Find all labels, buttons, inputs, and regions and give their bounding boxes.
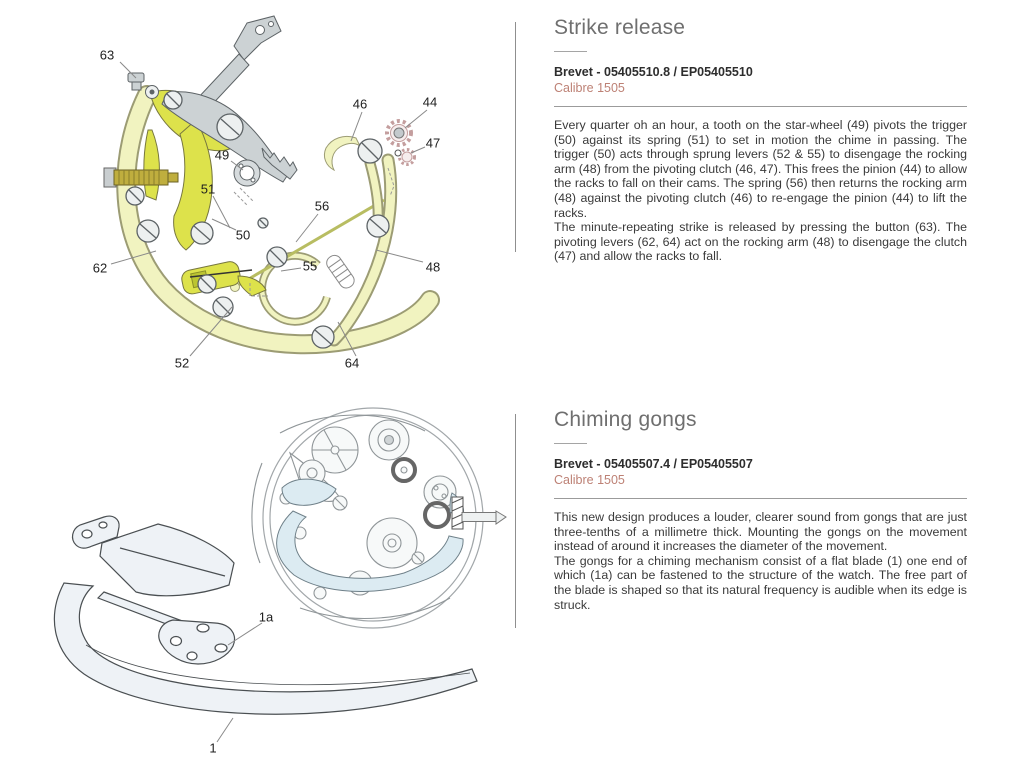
title-underline <box>554 51 587 52</box>
part-label-64: 64 <box>344 355 360 371</box>
movement-shaft <box>452 497 506 529</box>
strike-mechanism-drawing <box>0 0 540 400</box>
part-label-48: 48 <box>425 259 441 275</box>
patent-number: Brevet - 05405510.8 / EP05405510 <box>554 65 753 79</box>
gong-drawing <box>0 393 540 768</box>
body-paragraph: Every quarter oh an hour, a tooth on the star-wheel (49) pivots the trigger (50) against its spring (51) to set in motion the chime in passing. The trigger (50) acts through sprung levers (52 & 55) to disengage the rocking arm (48) from the pivoting clutch (46, 47). This frees the pinion (44) to allow the racks to fall on their cams. The spring (56) then returns the rocking arm (48) against the pivoting clutch (46) to re-engage the pinion (44) to lift the racks. <box>554 118 967 220</box>
calibre-label: Calibre 1505 <box>554 81 625 95</box>
section-divider-gongs <box>515 414 516 628</box>
chiming-gongs-diagram <box>0 393 540 768</box>
section-rule <box>554 106 967 107</box>
section-title: Strike release <box>554 16 686 39</box>
section-title: Chiming gongs <box>554 408 697 431</box>
part-label-1a: 1a <box>258 609 274 625</box>
body-paragraph: This new design produces a louder, clearer sound from gongs that are just three-tenths of a millimetre thick. Mounting the gongs on the movement instead of around it increases the diameter of the movement. <box>554 510 967 554</box>
part-label-51: 51 <box>200 181 216 197</box>
part-label-63: 63 <box>99 47 115 63</box>
pinion-47-part <box>395 150 415 165</box>
section-body <box>554 118 967 264</box>
strike-release-section <box>554 16 967 264</box>
section-rule <box>554 498 967 499</box>
part-label-44: 44 <box>422 94 438 110</box>
body-paragraph: The gongs for a chiming mechanism consist of a flat blade (1) one end of which (1a) can be fastened to the structure of the watch. The free part of the blade is shaped so that its natural frequency is audible when its edge is struck. <box>554 553 967 612</box>
part-label-55: 55 <box>302 258 318 274</box>
calibre-label: Calibre 1505 <box>554 473 625 487</box>
title-underline <box>554 443 587 444</box>
patent-number: Brevet - 05405507.4 / EP05405507 <box>554 457 753 471</box>
chiming-gongs-section <box>554 408 967 612</box>
section-body <box>554 510 967 612</box>
part-label-49: 49 <box>214 147 230 163</box>
body-paragraph: The minute-repeating strike is released by pressing the button (63). The pivoting levers (62, 64) act on the rocking arm (48) to disengage the clutch (47) and allow the racks to fall. <box>554 220 967 264</box>
part-label-46: 46 <box>352 96 368 112</box>
part-label-47: 47 <box>425 135 441 151</box>
strike-release-diagram <box>0 0 540 400</box>
gray-rack-paths <box>162 16 297 206</box>
brass-stud-part <box>104 168 178 187</box>
section-divider-strike <box>515 22 516 252</box>
part-label-50: 50 <box>235 227 251 243</box>
star-wheel-44-part <box>387 121 411 145</box>
part-label-1: 1 <box>209 740 217 756</box>
part-label-52: 52 <box>174 355 190 371</box>
part-label-56: 56 <box>314 198 330 214</box>
part-label-62: 62 <box>92 260 108 276</box>
